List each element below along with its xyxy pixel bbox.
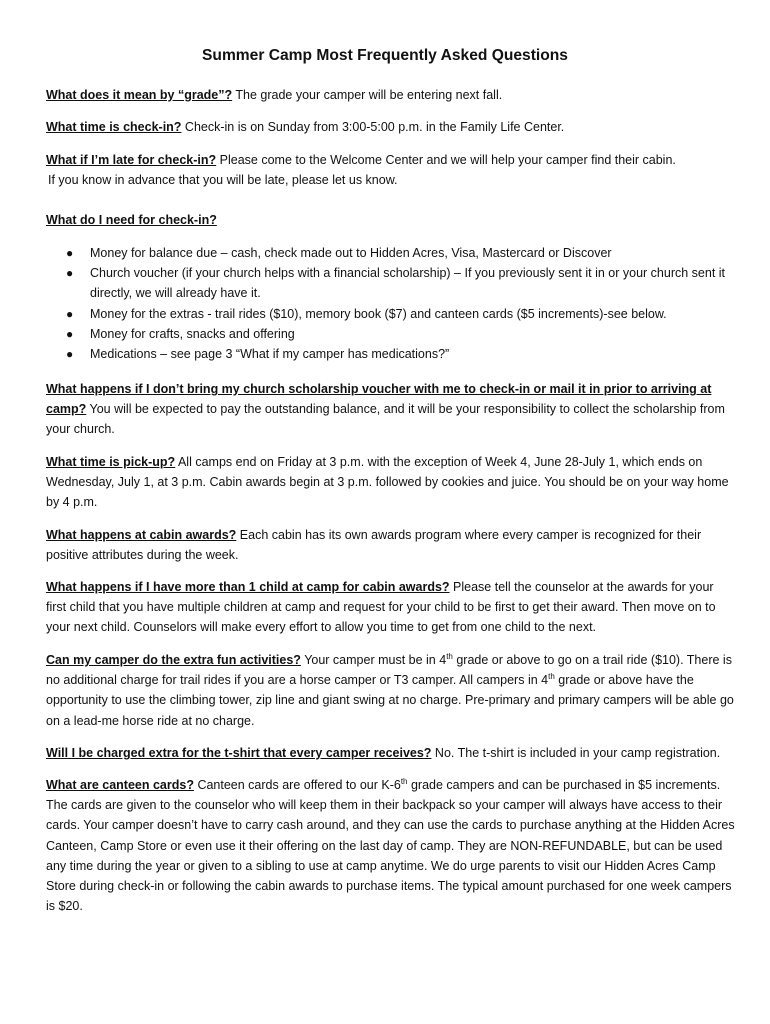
question-awards: What happens at cabin awards?: [46, 528, 237, 542]
question-late: What if I’m late for check-in?: [46, 153, 217, 167]
question-checkin-time: What time is check-in?: [46, 120, 182, 134]
faq-multiple: [46, 577, 736, 638]
question-tshirt: Will I be charged extra for the t-shirt that every camper receives?: [46, 746, 432, 760]
list-item: ● Money for balance due – cash, check made out to Hidden Acres, Visa, Mastercard or Discover: [46, 243, 736, 263]
bullet-icon: ●: [66, 347, 74, 362]
answer-late: Please come to the Welcome Center and we will help your camper find their cabin.: [216, 153, 676, 167]
faq-checkin-time: [46, 117, 736, 137]
question-activities: Can my camper do the extra fun activities?: [46, 653, 301, 667]
faq-late: [46, 150, 736, 190]
answer-multiple: Please tell the counselor at the awards for your first child that you have multiple children at camp and request for your child to be first to get their award. Then move on to your next child. Counselors will make every effort to allow you time to get from one child to the next.: [46, 580, 716, 635]
answer-voucher: You will be expected to pay the outstanding balance, and it will be your responsibility to collect the scholarship from your church.: [46, 402, 725, 437]
page-title: Summer Camp Most Frequently Asked Questions: [202, 47, 568, 64]
bullet-icon: ●: [66, 266, 74, 281]
list-item: ● Church voucher (if your church helps with a financial scholarship) – If you previously sent it in or your church sent it directly, we will already have it.: [46, 263, 736, 303]
answer-checkin-time: Check-in is on Sunday from 3:00-5:00 p.m. in the Family Life Center.: [181, 120, 565, 134]
faq-canteen: What are canteen cards? Canteen cards are offered to our K-6th grade campers and can be purchased in $5 increments. The cards are given to the counselor who will keep them in their backpack so your camper will always have access to their cards. Your camper doesn’t have to carry cash around, and they can use the cards to purchase anything at the Hidden Acres Canteen, Camp Store or even use it their offering on the last day of camp. They are NON-REFUNDABLE, but can be used any time during the year or given to a sibling to use at camp anytime. We do urge parents to visit our Hidden Acres Camp Store during check-in or following the cabin awards to purchase items. The typical amount purchased for one week campers is $20.: [46, 776, 735, 914]
question-voucher: What happens if I don’t bring my church scholarship voucher with me to check-in or mail it in prior to arriving at camp?: [46, 382, 712, 417]
faq-pickup: [46, 452, 736, 513]
faq-voucher: [46, 379, 736, 440]
bullet-icon: ●: [66, 326, 74, 341]
list-item: ● Money for crafts, snacks and offering: [46, 324, 736, 344]
question-grade: What does it mean by “grade”?: [46, 88, 233, 102]
need-list: [46, 243, 736, 364]
list-item: ● Medications – see page 3 “What if my camper has medications?”: [46, 344, 736, 364]
bullet-icon: ●: [66, 306, 74, 321]
answer-late-note: If you know in advance that you will be late, please let us know.: [48, 173, 398, 188]
faq-need: [46, 210, 736, 230]
list-item: ● Money for the extras - trail rides ($10), memory book ($7) and canteen cards ($5 increments)-see below.: [46, 304, 736, 324]
answer-grade: The grade your camper will be entering next fall.: [232, 88, 503, 102]
bullet-icon: ●: [66, 246, 74, 260]
answer-tshirt: No. The t-shirt is included in your camp registration.: [431, 746, 721, 760]
question-pickup: What time is pick-up?: [46, 455, 176, 469]
answer-awards: Each cabin has its own awards program where every camper is recognized for their positive attributes during the week.: [46, 528, 702, 563]
faq-tshirt: [46, 743, 736, 763]
faq-activities: Can my camper do the extra fun activities? Your camper must be in 4th grade or above to go on a trail ride ($10). There is no additional charge for trail rides if you are a horse camper or T3 camper. All campers in 4th grade or above have the opportunity to use the climbing tower, zip line and giant swing at no charge. Pre-primary and primary campers will be able go on a lead-me horse ride at no charge.: [46, 651, 734, 728]
answer-pickup: All camps end on Friday at 3 p.m. with the exception of Week 4, June 28-July 1, which ends on Wednesday, July 1, at 3 p.m. Cabin awards begin at 3 p.m. followed by cookies and juice. You should be on your way home by 4 p.m.: [46, 455, 729, 510]
question-canteen: What are canteen cards?: [46, 778, 194, 792]
faq-awards: [46, 525, 736, 565]
question-need: What do I need for check-in?: [46, 213, 217, 227]
question-multiple: What happens if I have more than 1 child at camp for cabin awards?: [46, 580, 450, 594]
faq-grade: [46, 85, 736, 105]
